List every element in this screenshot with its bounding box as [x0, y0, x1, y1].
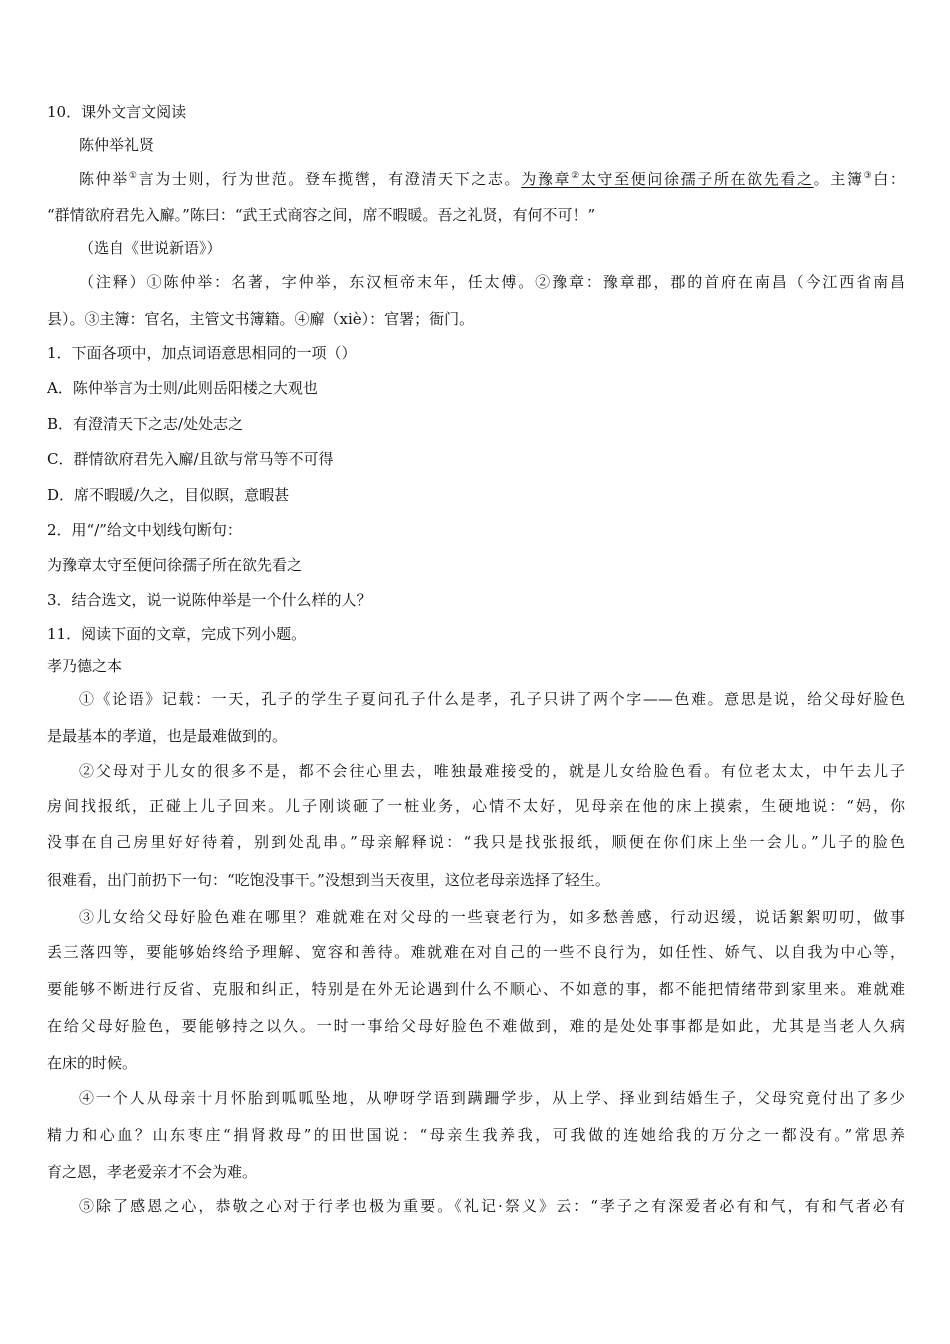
- option-c: C．群情欲府君先入廨/且欲与常马等不可得: [47, 450, 334, 468]
- underlined-text: 为豫章: [521, 170, 572, 188]
- article-line: 育之恩，孝老爱亲才不会为难。: [47, 1163, 258, 1181]
- article-line: 在给父母好脸色，要能够持之以久。一时一事给父母好脸色不难做到，难的是处处事事都是如此，尤其是当老人久病: [47, 1017, 905, 1035]
- article-line: ④一个人从母亲十月怀胎到呱呱坠地，从咿呀学语到蹒跚学步，从上学、择业到结婚生子，父母究竟付出了多少: [79, 1089, 905, 1107]
- footnote-marker: ②: [571, 171, 581, 181]
- passage-text: 言为士则，行为世范。登车揽辔，有澄清天下之志。: [138, 170, 522, 188]
- annotation-line: 县）。③主簿：官名，主管文书簿籍。④廨（xiè）：官署；衙门。: [47, 310, 475, 328]
- article-line: 很难看，出门前扔下一句：“吃饱没事干。”没想到当天夜里，这位老母亲选择了轻生。: [47, 871, 610, 889]
- article-line: 是最基本的孝道，也是最难做到的。: [47, 727, 288, 745]
- article-line: ⑤除了感恩之心，恭敬之心对于行孝也极为重要。《礼记·祭义》云：“孝子之有深爱者必有和气，有和气者必有: [79, 1197, 905, 1215]
- passage-text: 陈仲举: [79, 170, 129, 188]
- article-line: ③儿女给父母好脸色难在哪里？难就难在对父母的一些衰老行为，如多愁善感，行动迟缓，说话絮絮叨叨，做事: [79, 908, 905, 926]
- passage-line: “群情欲府君先入廨。”陈曰：“武王式商容之间，席不暇暖。吾之礼贤，有何不可！”: [47, 206, 596, 224]
- q11-heading: 11．阅读下面的文章，完成下列小题。: [47, 625, 307, 643]
- passage-line: [79, 168, 905, 190]
- article-line: 没事在自己房里好好待着，别到处乱串。”母亲解释说：“我只是找张报纸，顺便在你们床上坐一会儿。”儿子的脸色: [47, 833, 905, 851]
- question-1: 1．下面各项中，加点词语意思相同的一项（）: [47, 344, 357, 362]
- article-line: 要能够不断进行反省、克服和纠正，特别是在外无论遇到什么不顺心、不如意的事，都不能把情绪带到家里来。难就难: [47, 980, 905, 998]
- question-2-sentence: 为豫章太守至便问徐孺子所在欲先看之: [47, 556, 303, 574]
- article-line: 丢三落四等，要能够始终给予理解、宽容和善待。难就难在对自己的一些不良行为，如任性、娇气、以自我为中心等，: [47, 943, 905, 961]
- footnote-marker: ①: [128, 171, 139, 181]
- q10-heading: 10．课外文言文阅读: [47, 103, 187, 121]
- option-d: D．席不暇暖/久之，目似瞑，意暇甚: [47, 486, 290, 504]
- article-line: 在床的时候。: [47, 1054, 138, 1072]
- passage-text: 白：: [873, 170, 905, 188]
- question-3: 3．结合选文，说一说陈仲举是一个什么样的人？: [47, 591, 372, 609]
- article-line: 精力和心血？山东枣庄“捐肾救母”的田世国说：“母亲生我养我，可我做的连她给我的万分之一都没有。”常思养: [47, 1126, 905, 1144]
- passage-text: 。主簿: [813, 170, 864, 188]
- underlined-text: 太守至便问徐孺子所在欲先看之: [580, 170, 814, 188]
- article-title: 孝乃德之本: [47, 657, 123, 675]
- passage-title: 陈仲举礼贤: [79, 136, 155, 154]
- question-2: 2．用“/”给文中划线句断句：: [47, 521, 242, 539]
- footnote-marker: ③: [863, 171, 874, 181]
- article-line: ②父母对于儿女的很多不是，都不会往心里去，唯独最难接受的，就是儿女给脸色看。有位老太太，中午去儿子: [79, 762, 905, 780]
- article-line: ①《论语》记载：一天，孔子的学生子夏问孔子什么是孝，孔子只讲了两个字——色难。意思是说，给父母好脸色: [79, 690, 905, 708]
- option-b: B．有澄清天下之志/处处志之: [47, 415, 244, 433]
- article-line: 房间找报纸，正碰上儿子回来。儿子刚谈砸了一桩业务，心情不太好，见母亲在他的床上摸索，生硬地说：“妈，你: [47, 797, 905, 815]
- passage-source: （选自《世说新语》）: [79, 239, 222, 257]
- option-a: A．陈仲举言为士则/此则岳阳楼之大观也: [47, 379, 318, 397]
- underlined-sentence: [521, 170, 813, 188]
- annotation-line: （注释）①陈仲举：名著，字仲举，东汉桓帝末年，任太傅。②豫章：豫章郡，郡的首府在南昌（今江西省南昌: [79, 273, 905, 291]
